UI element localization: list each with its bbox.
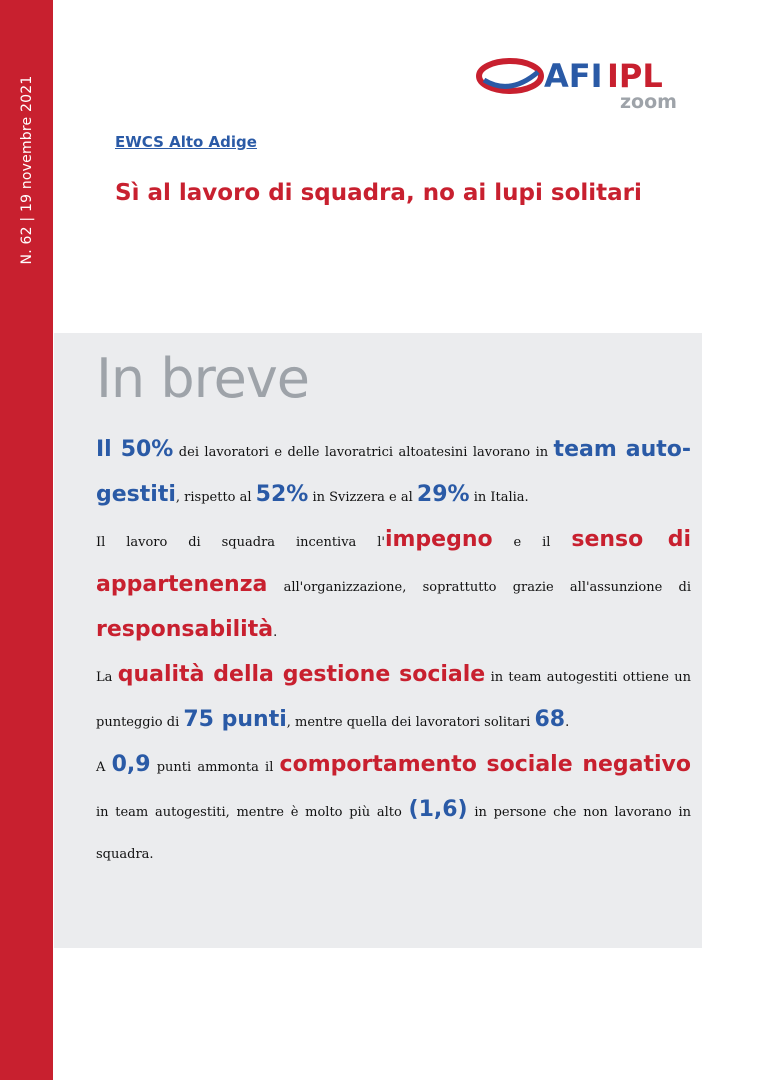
body-text: , mentre quella dei lavoratori solitari: [286, 715, 535, 730]
body-text: in team autogestiti, mentre è molto più alto: [96, 805, 409, 820]
stat-highlight: Il 50%: [96, 437, 174, 462]
keyword-highlight: responsabilità: [96, 617, 274, 642]
summary-panel: [54, 333, 702, 948]
body-text: La: [96, 670, 118, 685]
series-kicker[interactable]: EWCS Alto Adige: [115, 133, 257, 151]
body-text: dei lavoratori e delle lavoratrici altoatesini lavorano in: [173, 445, 554, 460]
summary-body: [96, 429, 691, 876]
issue-label: N. 62 | 19 novembre 2021: [19, 75, 35, 265]
stat-highlight: 52%: [255, 482, 309, 507]
body-text: punti ammonta il: [150, 760, 280, 775]
body-text: .: [565, 715, 570, 730]
body-text: e il: [492, 535, 572, 550]
body-text: in persone che non lavorano in squadra.: [96, 805, 692, 862]
logo-brand-2: IPL: [607, 57, 663, 95]
stat-highlight: 68: [534, 707, 566, 732]
summary-heading: In breve: [96, 347, 310, 410]
body-text: in Svizzera e al: [308, 490, 417, 505]
afi-ipl-logo: [476, 56, 696, 112]
stat-highlight: 0,9: [111, 752, 151, 777]
stat-highlight: 29%: [416, 482, 470, 507]
body-text: A: [96, 760, 112, 775]
body-text: .: [273, 625, 278, 640]
body-text: in Italia.: [469, 490, 529, 505]
logo-brand: AFI: [544, 57, 603, 95]
summary-paragraph: [96, 654, 691, 744]
keyword-highlight: senso di appartenenza: [96, 527, 691, 597]
body-text: in team autogestiti ottiene un punteggio di: [96, 670, 691, 730]
stat-highlight: 75 punti: [183, 707, 287, 732]
summary-paragraph: [96, 519, 691, 654]
keyword-highlight: qualità della gestione sociale: [117, 662, 486, 687]
logo-sub: zoom: [620, 91, 677, 112]
body-text: all'organizzazione, soprattutto grazie all'assunzione di: [267, 580, 691, 595]
sidebar-stripe: [0, 0, 53, 1080]
summary-paragraph: [96, 744, 691, 876]
stat-highlight: (1,6): [408, 797, 468, 822]
page-title: Sì al lavoro di squadra, no ai lupi solitari: [115, 180, 642, 206]
summary-paragraph: [96, 429, 691, 519]
body-text: , rispetto al: [175, 490, 256, 505]
keyword-highlight: comportamento sociale negativo: [279, 752, 692, 777]
stat-highlight: team auto-gestiti: [96, 437, 691, 507]
body-text: Il lavoro di squadra incentiva l': [96, 535, 385, 550]
keyword-highlight: impegno: [384, 527, 493, 552]
